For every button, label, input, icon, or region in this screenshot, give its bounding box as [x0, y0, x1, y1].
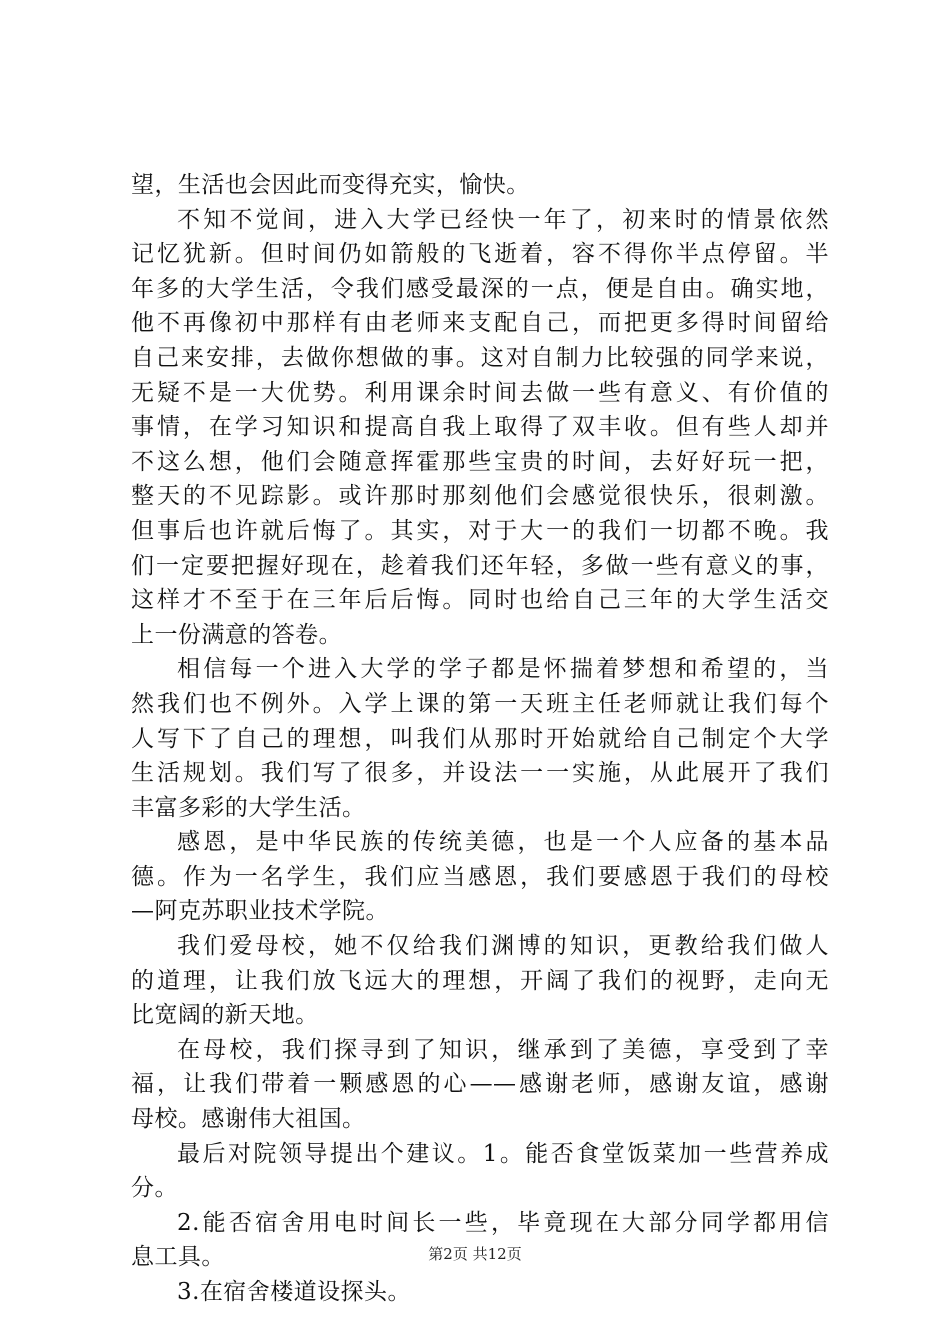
text-line: 记忆犹新。但时间仍如箭般的飞逝着，容不得你半点停留。半	[131, 241, 829, 268]
text-line: 我们爱母校，她不仅给我们渊博的知识，更教给我们做人	[177, 933, 829, 960]
text-line: 2.能否宿舍用电时间长一些，毕竟现在大部分同学都用信	[177, 1209, 829, 1236]
text-line: 比宽阔的新天地。	[131, 1002, 319, 1029]
text-line: 不这么想，他们会随意挥霍那些宝贵的时间，去好好玩一把，	[131, 448, 829, 475]
body-text	[131, 168, 829, 1310]
text-line: 事情，在学习知识和提高自我上取得了双丰收。但有些人却并	[131, 414, 829, 441]
text-line: 无疑不是一大优势。利用课余时间去做一些有意义、有价值的	[131, 379, 829, 406]
text-line: 上一份满意的答卷。	[131, 621, 343, 648]
text-line: 德。作为一名学生，我们应当感恩，我们要感恩于我们的母校	[131, 863, 829, 890]
text-line: 在母校，我们探寻到了知识，继承到了美德，享受到了幸	[177, 1036, 829, 1063]
text-line: 但事后也许就后悔了。其实，对于大一的我们一切都不晚。我	[131, 517, 829, 544]
text-line: 3.在宿舍楼道设探头。	[177, 1279, 411, 1305]
text-line: 整天的不见踪影。或许那时那刻他们会感觉很快乐，很刺激。	[131, 483, 829, 510]
text-line: 母校。感谢伟大祖国。	[131, 1106, 366, 1133]
page-footer: 第2页 共12页	[428, 1245, 522, 1263]
text-line: 分。	[131, 1175, 178, 1202]
text-line: 人写下了自己的理想，叫我们从那时开始就给自己制定个大学	[131, 725, 829, 752]
text-line: 相信每一个进入大学的学子都是怀揣着梦想和希望的，当	[177, 656, 829, 683]
text-line: 的道理，让我们放飞远大的理想，开阔了我们的视野，走向无	[131, 967, 829, 994]
text-line: 感恩，是中华民族的传统美德，也是一个人应备的基本品	[177, 829, 829, 856]
text-line: 丰富多彩的大学生活。	[131, 794, 366, 821]
text-line: 不知不觉间，进入大学已经快一年了，初来时的情景依然	[177, 206, 829, 233]
text-line: 息工具。	[131, 1244, 225, 1271]
text-line: —阿克苏职业技术学院。	[131, 898, 389, 925]
text-line: 这样才不至于在三年后后悔。同时也给自己三年的大学生活交	[131, 587, 829, 614]
text-line: 他不再像初中那样有由老师来支配自己，而把更多得时间留给	[131, 310, 829, 337]
text-line: 们一定要把握好现在，趁着我们还年轻，多做一些有意义的事，	[131, 552, 829, 579]
text-line: 年多的大学生活，令我们感受最深的一点，便是自由。确实地，	[131, 275, 829, 302]
text-line: 福，让我们带着一颗感恩的心——感谢老师，感谢友谊，感谢	[131, 1071, 829, 1098]
text-line: 生活规划。我们写了很多，并设法一一实施，从此展开了我们	[131, 760, 829, 787]
text-line: 然我们也不例外。入学上课的第一天班主任老师就让我们每个	[131, 690, 829, 717]
text-line: 望，生活也会因此而变得充实，愉快。	[131, 172, 530, 198]
text-line: 自己来安排，去做你想做的事。这对自制力比较强的同学来说，	[131, 344, 829, 371]
text-line: 最后对院领导提出个建议。1。能否食堂饭菜加一些营养成	[177, 1140, 829, 1167]
